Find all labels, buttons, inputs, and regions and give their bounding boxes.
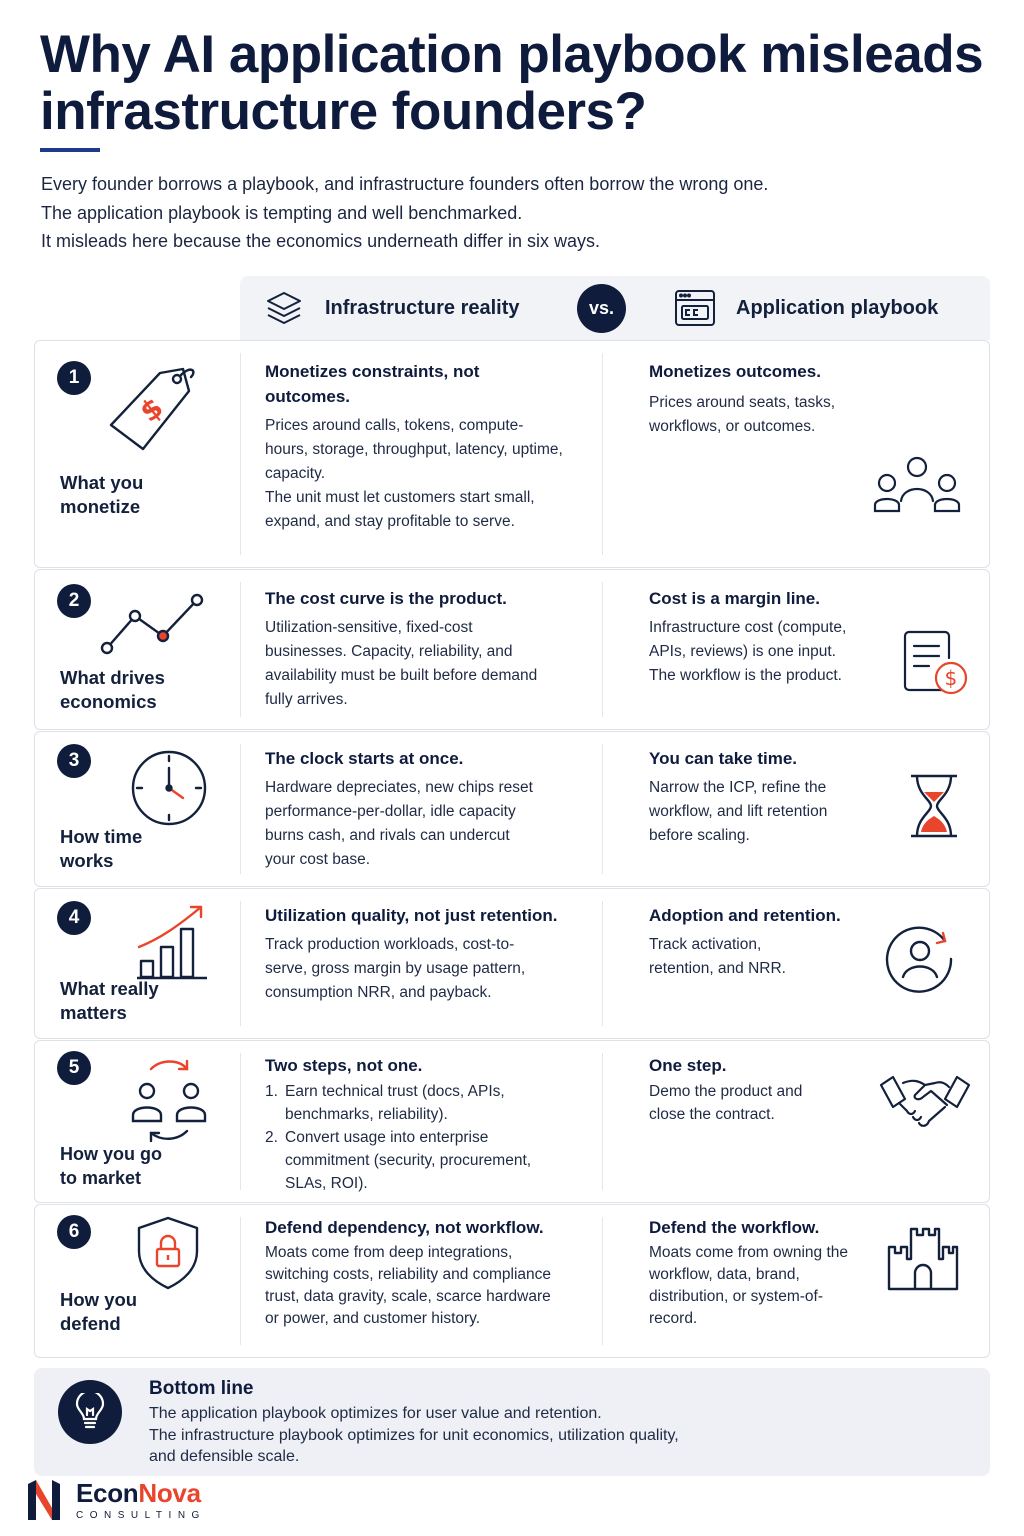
cell-body (649, 776, 874, 848)
comparison-row-economics (34, 569, 990, 730)
cell-body (265, 776, 550, 872)
cell-heading: Adoption and retention. (649, 906, 841, 925)
app-window-icon (674, 288, 716, 328)
infrastructure-cell (265, 903, 580, 1005)
row-divider (602, 1217, 603, 1345)
cell-body (265, 616, 550, 712)
step-item: 2. Convert usage into enterprise commitment (security, procurement, SLAs, ROI). (265, 1129, 532, 1192)
cell-body (265, 414, 565, 534)
layers-icon (264, 288, 304, 328)
users-group-icon (871, 453, 963, 515)
cell-paragraph: Track activation, retention, and NRR. (649, 936, 786, 977)
title-underline (40, 148, 100, 152)
econnova-logo-icon (26, 1478, 62, 1522)
row-number: 6 (57, 1215, 91, 1249)
row-label: What drives economics (60, 667, 165, 712)
shield-lock-icon (135, 1215, 201, 1291)
application-cell (649, 1215, 874, 1330)
application-cell (649, 1053, 874, 1126)
row-number: 1 (57, 361, 91, 395)
row-label: How you go to market (60, 1144, 162, 1188)
infrastructure-cell (265, 586, 550, 712)
cell-heading: You can take time. (649, 749, 798, 768)
row-divider (602, 901, 603, 1026)
cell-paragraph: Prices around seats, tasks, workflows, or outcomes. (649, 394, 836, 435)
page-title: Why AI application playbook misleads infrastructure founders? (40, 25, 984, 141)
step-item: 1. Earn technical trust (docs, APIs, benchmarks, reliability). (265, 1083, 505, 1123)
hourglass-icon (907, 772, 961, 840)
bar-chart-growth-icon (135, 903, 211, 981)
cell-heading: The cost curve is the product. (265, 589, 507, 608)
intro-line: Every founder borrows a playbook, and infrastructure founders often borrow the wrong one. (41, 174, 769, 194)
cell-heading: Defend the workflow. (649, 1218, 820, 1237)
brand-tagline: CONSULTING (76, 1510, 206, 1521)
lightbulb-icon (73, 1393, 107, 1431)
intro-line: The application playbook is tempting and well benchmarked. (41, 202, 523, 223)
step-text: Earn technical trust (docs, APIs, benchmarks, reliability). (285, 1083, 505, 1123)
step-text: Convert usage into enterprise commitment (security, procurement, SLAs, ROI). (285, 1129, 532, 1192)
cell-heading: Cost is a margin line. (649, 589, 820, 608)
infrastructure-column-label: Infrastructure reality (325, 296, 520, 319)
cell-paragraph: Track production workloads, cost-to-serve, gross margin by usage pattern, consumption NRR, and payback. (265, 936, 526, 1001)
handshake-icon (879, 1071, 971, 1133)
intro-line: It misleads here because the economics underneath differ in six ways. (41, 231, 600, 251)
row-label: How time works (60, 826, 143, 871)
bulb-badge (58, 1380, 122, 1444)
row-divider (602, 1053, 603, 1190)
application-column-header (674, 288, 938, 328)
cell-body (649, 1242, 874, 1330)
cell-paragraph: Infrastructure cost (compute, APIs, reviews) is one input. (649, 619, 847, 660)
row-label: How you defend (60, 1289, 138, 1334)
svg-text:$: $ (133, 390, 170, 429)
castle-icon (887, 1223, 959, 1293)
cell-body (265, 933, 580, 1005)
cell-body (265, 1242, 565, 1330)
cell-heading: Utilization quality, not just retention. (265, 906, 558, 925)
row-divider (240, 1053, 241, 1190)
row-number: 4 (57, 901, 91, 935)
infrastructure-cell (265, 1215, 565, 1330)
cell-paragraph: Hardware depreciates, new chips reset performance-per-dollar, idle capacity burns cash, and rivals can undercut your cost base. (265, 779, 533, 868)
row-number: 5 (57, 1051, 91, 1085)
bottom-line-sentence: and defensible scale. (149, 1448, 300, 1465)
row-divider (240, 901, 241, 1026)
cell-paragraph: Moats come from deep integrations, switching costs, reliability and compliance trust, data gravity, scale, scarce hardware or power, and customer history. (265, 1244, 552, 1327)
row-label: What really matters (60, 978, 159, 1023)
row-divider (240, 353, 241, 555)
cell-heading: The clock starts at once. (265, 749, 464, 768)
comparison-row-matters (34, 888, 990, 1039)
price-tag-icon (105, 359, 199, 455)
infrastructure-cell (265, 359, 565, 534)
brand-name-part: Nova (138, 1478, 201, 1508)
row-divider (602, 582, 603, 717)
cell-heading: Monetizes outcomes. (649, 362, 821, 381)
application-cell (649, 746, 874, 848)
cell-heading: One step. (649, 1056, 727, 1075)
comparison-row-defend (34, 1204, 990, 1358)
svg-text:$: $ (944, 666, 958, 690)
application-cell (649, 586, 884, 688)
application-column-label: Application playbook (736, 296, 939, 319)
cell-heading: Defend dependency, not workflow. (265, 1218, 544, 1237)
row-number: 2 (57, 584, 91, 618)
cell-body (649, 616, 884, 688)
comparison-row-monetize (34, 340, 990, 568)
cell-body (649, 933, 874, 981)
cell-body (649, 391, 879, 439)
brand-logo (26, 1478, 206, 1522)
user-retention-icon (885, 923, 957, 993)
bottom-line-panel (34, 1368, 990, 1476)
intro-text (41, 170, 991, 256)
cell-paragraph: Moats come from owning the workflow, data, brand, distribution, or system-of-record. (649, 1244, 849, 1327)
cell-paragraph: The workflow is the product. (649, 667, 842, 684)
row-divider (602, 744, 603, 874)
brand-wordmark (76, 1478, 206, 1521)
cell-heading: Two steps, not one. (265, 1056, 423, 1075)
infrastructure-column-header (264, 288, 520, 328)
infrastructure-cell (265, 1053, 575, 1195)
bottom-line-sentence: The application playbook optimizes for user value and retention. (149, 1405, 602, 1422)
bottom-line-sentence: The infrastructure playbook optimizes for unit economics, utilization quality, (149, 1426, 679, 1444)
clock-icon (129, 748, 209, 828)
cell-paragraph: Narrow the ICP, refine the workflow, and lift retention before scaling. (649, 779, 828, 844)
row-number: 3 (57, 744, 91, 778)
cell-paragraph: The unit must let customers start small, expand, and stay profitable to serve. (265, 489, 535, 530)
row-divider (240, 744, 241, 874)
application-cell (649, 359, 879, 439)
cell-paragraph: Demo the product and close the contract. (649, 1083, 803, 1123)
row-divider (602, 353, 603, 555)
row-divider (240, 1217, 241, 1345)
row-divider (240, 582, 241, 717)
cell-paragraph: Utilization-sensitive, fixed-cost businesses. Capacity, reliability, and availability must be built before demand fully arrives. (265, 619, 538, 708)
cell-paragraph: Prices around calls, tokens, compute-hours, storage, throughput, latency, uptime, capacity. (265, 417, 563, 482)
brand-name-part: Econ (76, 1478, 139, 1508)
comparison-row-go-to-market (34, 1040, 990, 1203)
brand-name (76, 1478, 206, 1508)
bottom-line-title: Bottom line (149, 1378, 254, 1399)
line-chart-icon (99, 588, 209, 658)
invoice-dollar-icon (901, 628, 973, 698)
row-label: What you monetize (60, 472, 144, 517)
cell-heading: Monetizes constraints, not outcomes. (265, 362, 480, 406)
vs-badge: vs. (577, 284, 626, 333)
infrastructure-cell (265, 746, 550, 872)
bottom-line-text (149, 1403, 969, 1468)
application-cell (649, 903, 874, 981)
two-people-exchange-icon (125, 1057, 213, 1145)
comparison-row-time (34, 731, 990, 887)
cell-body (649, 1080, 874, 1126)
step-list (265, 1080, 575, 1195)
